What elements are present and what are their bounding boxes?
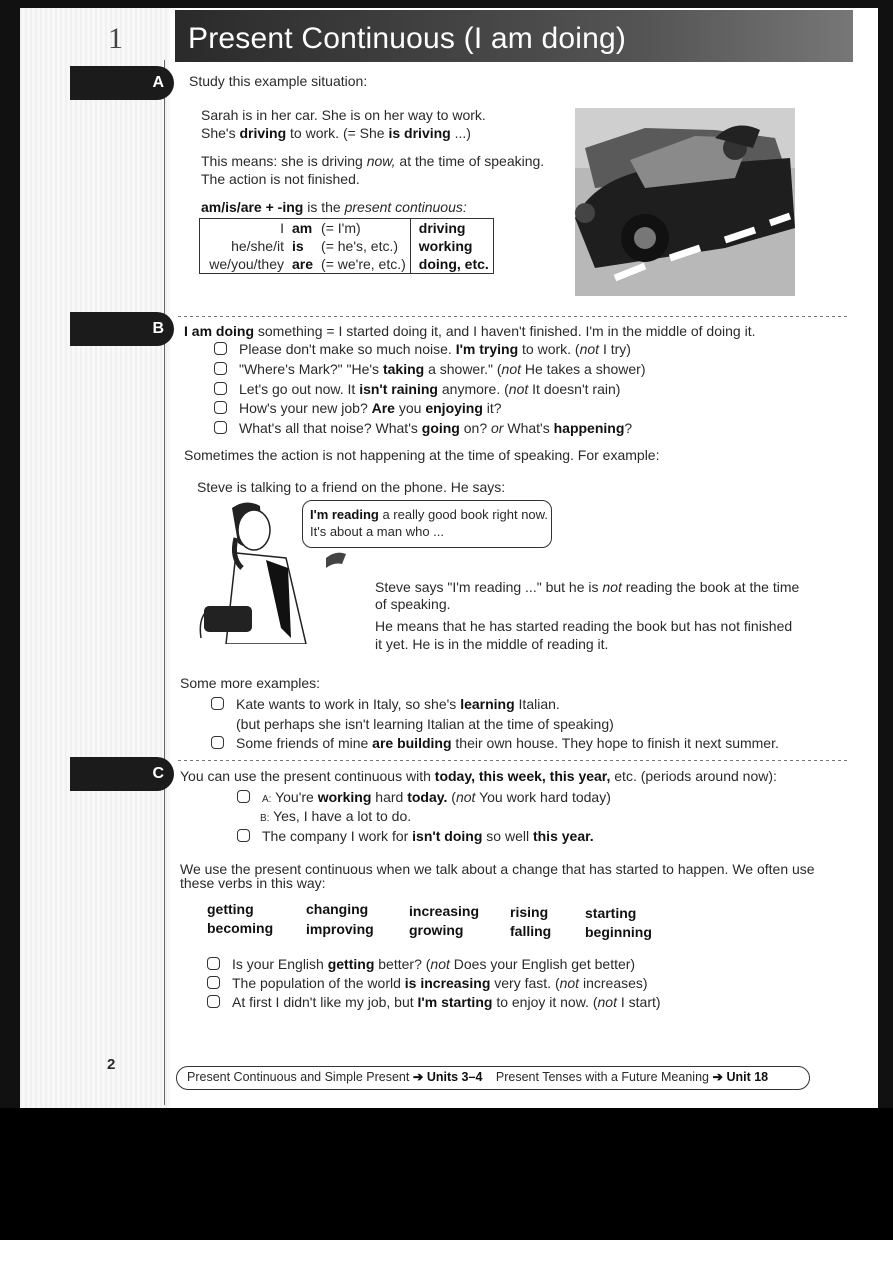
page-margin-texture	[20, 8, 170, 1108]
table-verb: is	[292, 238, 304, 254]
list-item: The population of the world is increasing very fast. (not increases)	[207, 974, 648, 992]
scan-border-right	[878, 0, 893, 1264]
section-c-intro: You can use the present continuous with today, this week, this year, etc. (periods around now):	[180, 768, 777, 784]
explain-line-4: it yet. He is in the middle of reading it.	[375, 636, 609, 652]
sometimes-line: Sometimes the action is not happening at the time of speaking. For example:	[184, 447, 660, 463]
verb: falling	[510, 923, 552, 939]
list-item: Please don't make so much noise. I'm trying to work. (not I try)	[214, 340, 631, 358]
divider	[178, 316, 848, 317]
divider	[178, 760, 848, 761]
list-item: The company I work for isn't doing so well this year.	[237, 827, 594, 845]
table-verb: am	[292, 220, 313, 236]
verb: starting	[585, 905, 637, 921]
table-subject: we/you/they	[209, 256, 284, 272]
section-b-tab: B	[70, 312, 174, 346]
change-line-1: We use the present continuous when we talk about a change that has started to happen. We often use	[180, 861, 815, 877]
scan-paper-edge	[0, 1240, 893, 1264]
bullet-icon	[211, 697, 224, 710]
page-title: Present Continuous (I am doing)	[188, 22, 627, 55]
list-item: Is your English getting better? (not Does your English get better)	[207, 955, 635, 973]
rule-line: am/is/are + -ing is the present continuous:	[201, 199, 467, 215]
list-item: Let's go out now. It isn't raining anymore. (not It doesn't rain)	[214, 380, 620, 398]
more-examples-heading: Some more examples:	[180, 675, 321, 691]
bullet-icon	[214, 342, 227, 355]
verb: increasing	[409, 903, 480, 919]
bubble-line-2: It's about a man who ...	[310, 524, 444, 539]
table-form: doing, etc.	[418, 256, 489, 272]
table-short: (= he's, etc.)	[317, 237, 410, 255]
verb: improving	[306, 921, 374, 937]
page-number: 2	[107, 1056, 116, 1073]
arrow-right-icon: ➔	[712, 1070, 723, 1084]
list-item: At first I didn't like my job, but I'm starting to enjoy it now. (not I start)	[207, 993, 661, 1011]
unit-number: 1	[108, 22, 123, 55]
explain-line-1: Steve says "I'm reading ..." but he is not reading the book at the time	[375, 579, 800, 595]
unit-link[interactable]: Unit 18	[726, 1070, 769, 1084]
steve-intro: Steve is talking to a friend on the phone. He says:	[197, 479, 506, 495]
table-form: driving	[418, 220, 466, 236]
car-illustration	[575, 108, 795, 296]
list-item: How's your new job? Are you enjoying it?	[214, 399, 502, 417]
list-item: Some friends of mine are building their own house. They hope to finish it next summer.	[211, 734, 779, 752]
means-line: This means: she is driving now, at the time of speaking.	[201, 153, 545, 169]
arrow-right-icon: ➔	[412, 1070, 424, 1084]
table-subject: he/she/it	[231, 238, 284, 254]
list-item-note: (but perhaps she isn't learning Italian at the time of speaking)	[236, 716, 614, 732]
bullet-icon	[214, 421, 227, 434]
list-item: "Where's Mark?" "He's taking a shower." (not He takes a shower)	[214, 360, 646, 378]
list-item-reply: B: Yes, I have a lot to do.	[260, 808, 412, 824]
verb: beginning	[585, 924, 652, 940]
bullet-icon	[207, 957, 220, 970]
verb: growing	[409, 922, 464, 938]
situation-line-1: Sarah is in her car. She is on her way to work.	[201, 107, 486, 123]
verb: rising	[510, 904, 549, 920]
situation-line-2: She's driving to work. (= She is driving ...)	[201, 125, 471, 141]
table-verb: are	[292, 256, 314, 272]
list-item: A: You're working hard today. (not You work hard today)	[237, 788, 611, 809]
verb: getting	[207, 901, 254, 917]
table-short: (= we're, etc.)	[317, 255, 410, 273]
explain-line-3: He means that he has started reading the book but has not finished	[375, 618, 793, 634]
margin-rule	[164, 60, 165, 1105]
conjugation-table	[199, 218, 494, 274]
bullet-icon	[214, 382, 227, 395]
section-b-definition: I am doing something = I started doing it, and I haven't finished. I'm in the middle of doing it.	[184, 323, 756, 339]
bullet-icon	[237, 829, 250, 842]
explain-line-2: of speaking.	[375, 596, 451, 612]
section-c-tab: C	[70, 757, 174, 791]
bullet-icon	[214, 401, 227, 414]
list-item: What's all that noise? What's going on? or What's happening?	[214, 419, 632, 437]
table-subject: I	[280, 220, 284, 236]
section-a-tab: A	[70, 66, 174, 100]
table-form: working	[418, 238, 473, 254]
not-finished-line: The action is not finished.	[201, 171, 360, 187]
unit-link[interactable]: Units 3–4	[426, 1070, 483, 1084]
scan-border-left	[0, 0, 20, 1264]
bullet-icon	[214, 362, 227, 375]
table-short: (= I'm)	[317, 219, 410, 237]
cross-reference-line: Present Continuous and Simple Present ➔ Units 3–4 Present Tenses with a Future Meaning ➔ Unit 18	[187, 1070, 769, 1084]
change-line-2: these verbs in this way:	[180, 875, 326, 891]
bullet-icon	[207, 995, 220, 1008]
section-a-intro: Study this example situation:	[189, 73, 368, 89]
list-item: Kate wants to work in Italy, so she's learning Italian.	[211, 695, 560, 713]
verb: becoming	[207, 920, 274, 936]
verb: changing	[306, 901, 369, 917]
bullet-icon	[207, 976, 220, 989]
bullet-icon	[237, 790, 250, 803]
bullet-icon	[211, 736, 224, 749]
bubble-line-1: I'm reading a really good book right now.	[310, 507, 548, 522]
scan-border-top	[0, 0, 893, 8]
